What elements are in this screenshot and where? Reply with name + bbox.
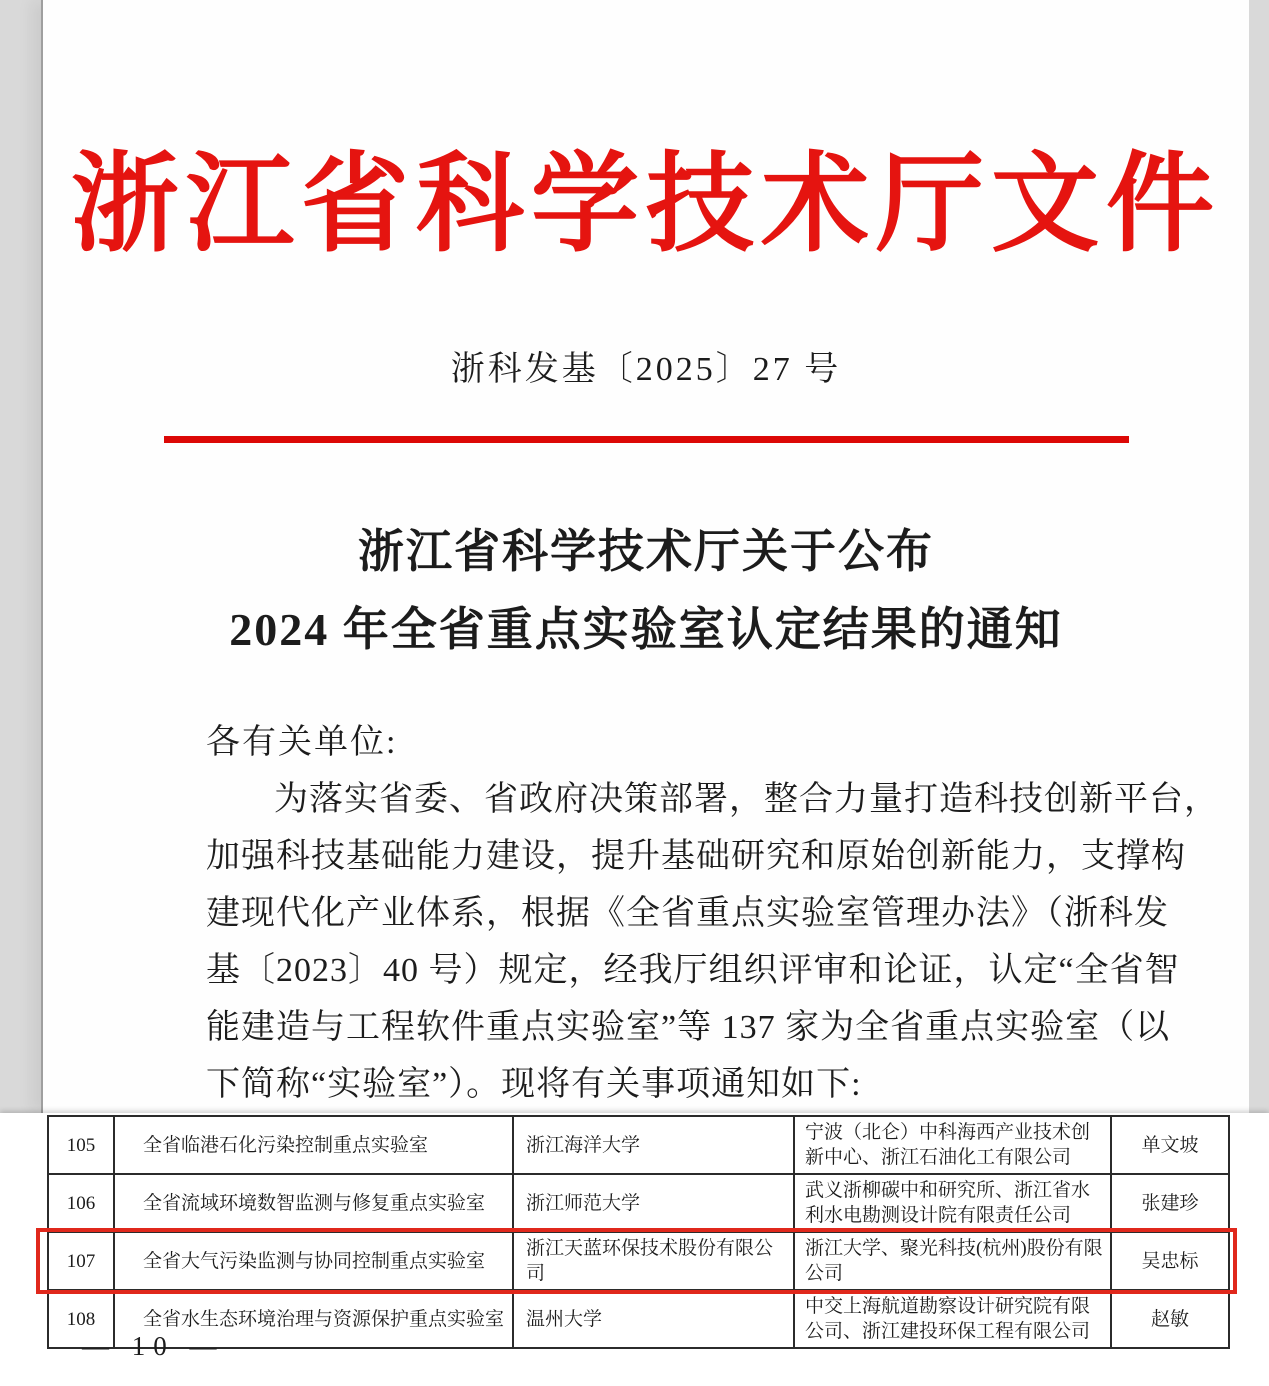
institution-cell: 浙江海洋大学 xyxy=(512,1117,793,1173)
laboratory-table xyxy=(47,1115,1230,1349)
row-number-cell: 106 xyxy=(66,1192,96,1214)
director-cell: 吴忠标 xyxy=(1110,1233,1228,1289)
lab-name-cell: 全省临港石化污染控制重点实验室 xyxy=(113,1117,512,1173)
director-cell: 单文坡 xyxy=(1110,1117,1228,1173)
institution-cell: 浙江师范大学 xyxy=(512,1175,793,1231)
laboratory-table-page xyxy=(0,1113,1269,1386)
institution-cell: 浙江天蓝环保技术股份有限公司 xyxy=(512,1233,793,1289)
table-row-highlighted xyxy=(49,1231,1228,1289)
institution-cell: 温州大学 xyxy=(512,1291,793,1347)
partners-cell: 武义浙柳碳中和研究所、浙江省水利水电勘测设计院有限责任公司 xyxy=(793,1175,1110,1231)
partners-cell: 宁波（北仑）中科海西产业技术创新中心、浙江石油化工有限公司 xyxy=(793,1117,1110,1173)
red-divider-rule xyxy=(164,436,1129,443)
partners-cell: 浙江大学、聚光科技(杭州)股份有限公司 xyxy=(793,1233,1110,1289)
page-number: — 10 — xyxy=(82,1331,225,1361)
lab-name-cell: 全省流域环境数智监测与修复重点实验室 xyxy=(113,1175,512,1231)
row-number-cell: 107 xyxy=(66,1250,96,1272)
notice-title-line-1: 浙江省科学技术厅关于公布 xyxy=(358,526,934,577)
paragraph-line: 基〔2023〕40 号）规定，经我厅组织评审和论证，认定“全省智 xyxy=(206,952,1180,989)
lab-name-cell: 全省水生态环境治理与资源保护重点实验室 xyxy=(113,1291,512,1347)
notice-title-line-2: 2024 年全省重点实验室认定结果的通知 xyxy=(229,604,1063,655)
document-number: 浙科发基〔2025〕27 号 xyxy=(450,351,842,388)
row-number-cell: 105 xyxy=(66,1134,96,1156)
paragraph-line: 能建造与工程软件重点实验室”等 137 家为全省重点实验室（以 xyxy=(206,1009,1171,1046)
row-number-cell: 108 xyxy=(66,1308,96,1330)
paragraph-line: 为落实省委、省政府决策部署，整合力量打造科技创新平台， xyxy=(274,781,1219,818)
table-row xyxy=(49,1289,1228,1347)
salutation: 各有关单位: xyxy=(206,724,398,761)
table-row xyxy=(49,1173,1228,1231)
partners-cell: 中交上海航道勘察设计研究院有限公司、浙江建投环保工程有限公司 xyxy=(793,1291,1110,1347)
paragraph-line: 下简称“实验室”）。现将有关事项通知如下: xyxy=(206,1066,862,1103)
official-document-page xyxy=(43,0,1249,1113)
document-masthead: 浙江省科学技术厅文件 xyxy=(70,146,1221,265)
director-cell: 张建珍 xyxy=(1110,1175,1228,1231)
director-cell: 赵敏 xyxy=(1110,1291,1228,1347)
notice-title xyxy=(43,513,1249,669)
lab-name-cell: 全省大气污染监测与协同控制重点实验室 xyxy=(113,1233,512,1289)
body-paragraph xyxy=(206,771,1219,1113)
paragraph-line: 建现代化产业体系，根据《全省重点实验室管理办法》（浙科发 xyxy=(206,895,1169,932)
table-row xyxy=(49,1117,1228,1173)
paragraph-line: 加强科技基础能力建设，提升基础研究和原始创新能力，支撑构 xyxy=(206,838,1186,875)
